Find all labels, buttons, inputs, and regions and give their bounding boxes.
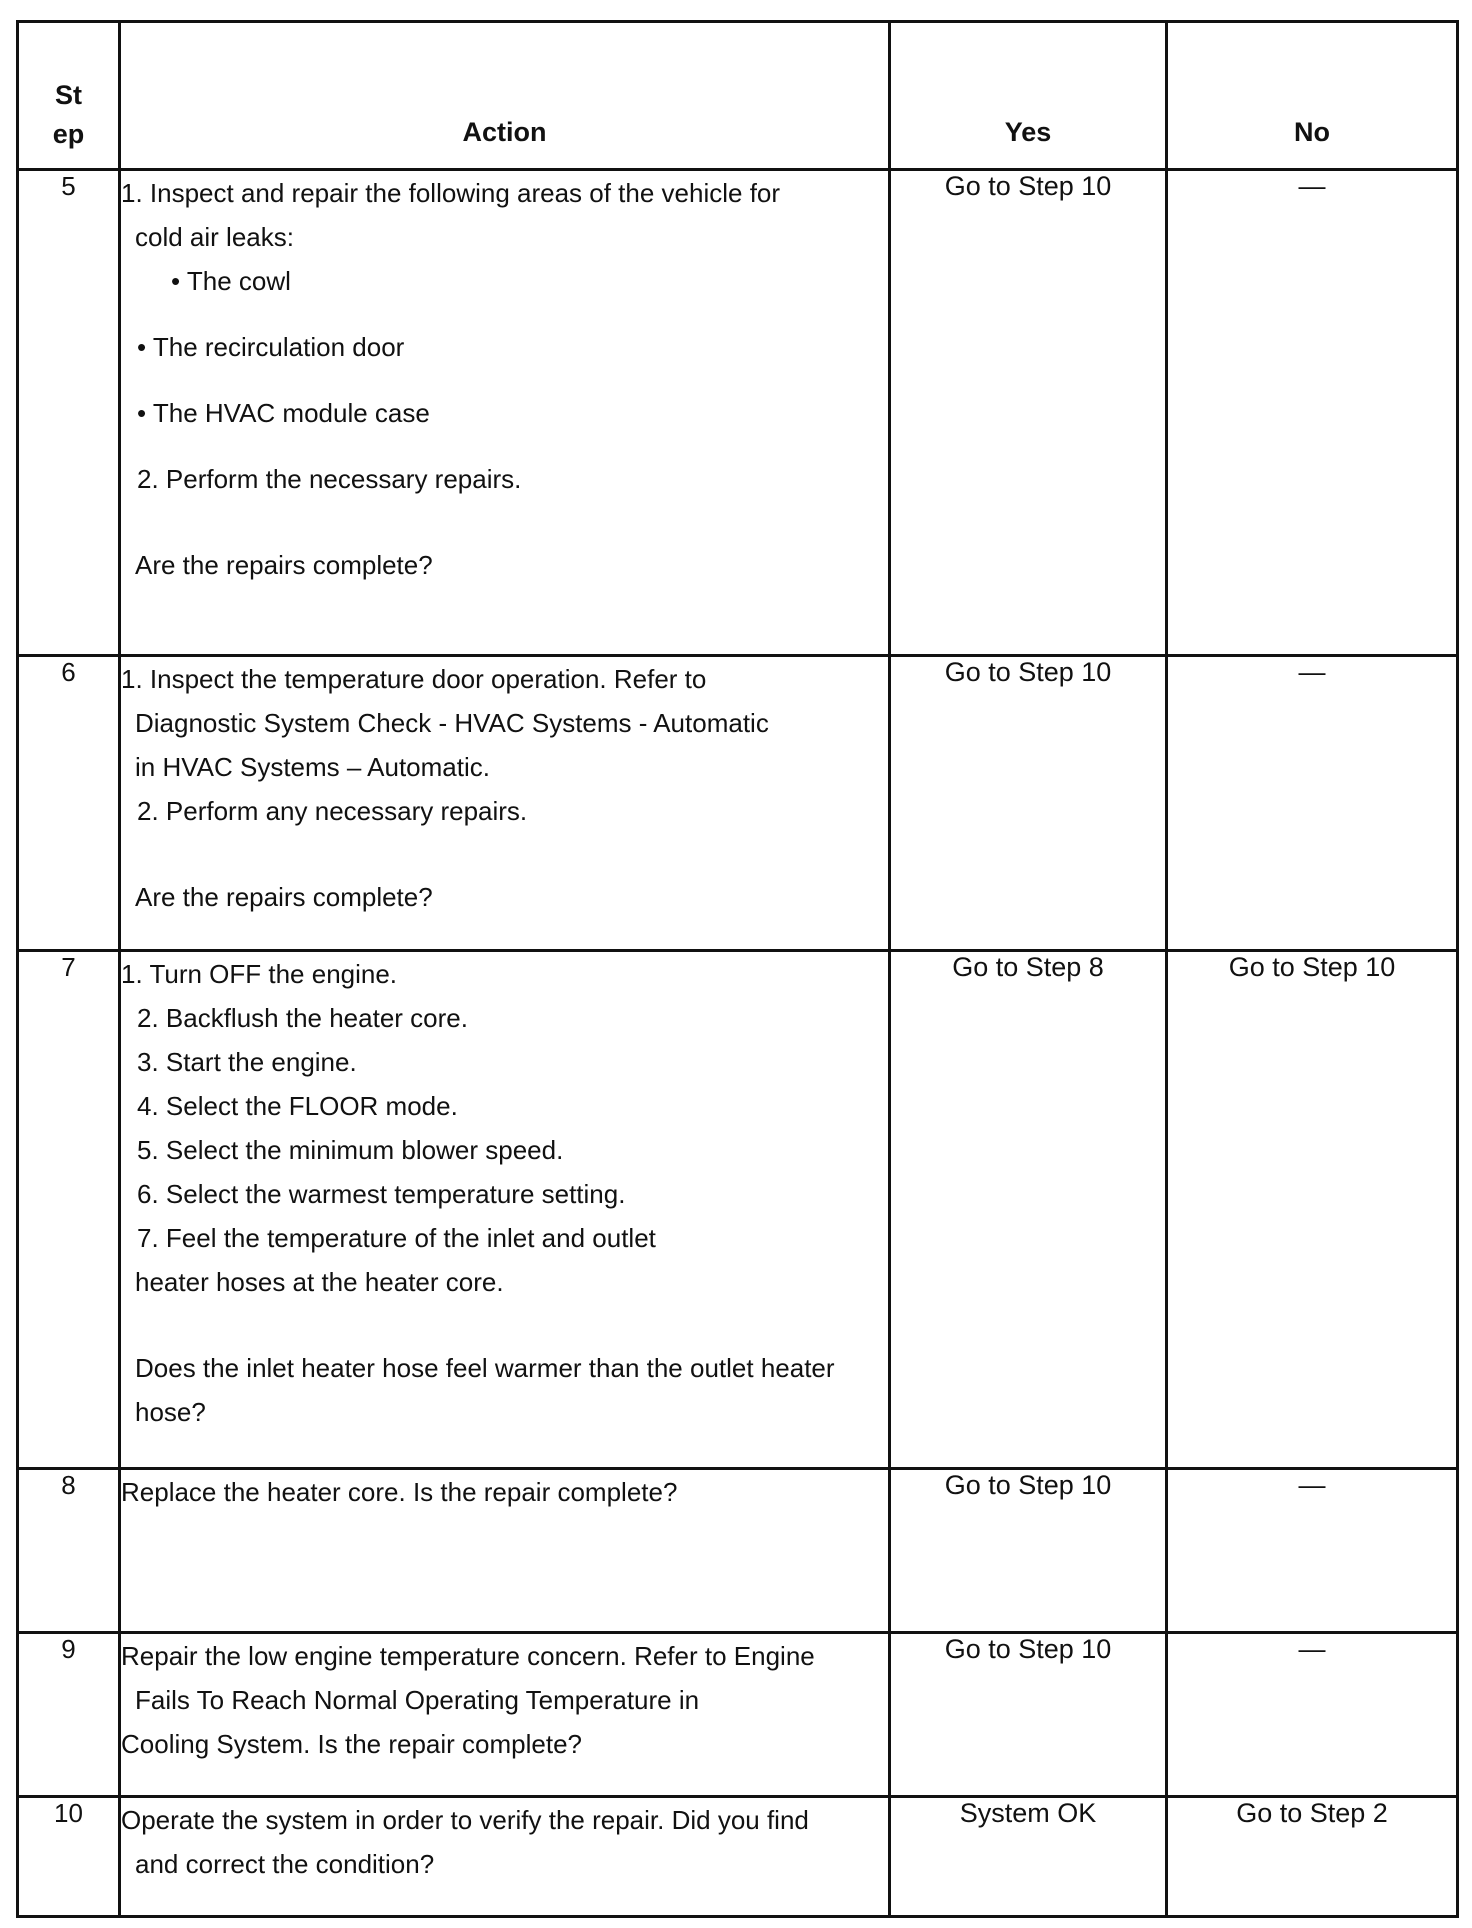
action-line: • The recirculation door xyxy=(137,332,405,362)
action-question: Are the repairs complete? xyxy=(135,550,433,580)
action-header: Action xyxy=(120,22,890,170)
step-header xyxy=(18,22,120,170)
action-line: Fails To Reach Normal Operating Temperature in xyxy=(135,1685,700,1715)
action-line: • The cowl xyxy=(171,266,291,296)
yes-cell: Go to Step 10 xyxy=(890,1633,1167,1797)
table-row-step-7 xyxy=(18,951,1458,1469)
yes-header: Yes xyxy=(890,22,1167,170)
table-row-step-8 xyxy=(18,1469,1458,1633)
action-line: 2. Perform the necessary repairs. xyxy=(137,464,522,494)
step-number: 5 xyxy=(18,170,120,656)
step-number: 6 xyxy=(18,656,120,951)
action-line: 6. Select the warmest temperature setting. xyxy=(137,1179,626,1209)
action-line: Diagnostic System Check - HVAC Systems - Automatic xyxy=(135,708,769,738)
action-line: 2. Backflush the heater core. xyxy=(137,1003,468,1033)
step-header-line2: ep xyxy=(52,119,85,149)
action-line: 1. Inspect and repair the following areas of the vehicle for xyxy=(121,178,781,208)
action-cell xyxy=(120,656,890,951)
step-number: 10 xyxy=(18,1797,120,1917)
yes-cell: Go to Step 10 xyxy=(890,170,1167,656)
no-cell: Go to Step 10 xyxy=(1167,951,1458,1469)
action-line: 7. Feel the temperature of the inlet and outlet xyxy=(137,1223,656,1253)
header-row xyxy=(18,22,1458,170)
action-line: 5. Select the minimum blower speed. xyxy=(137,1135,564,1165)
step-number: 7 xyxy=(18,951,120,1469)
action-line: • The HVAC module case xyxy=(137,398,430,428)
action-line: Replace the heater core. Is the repair complete? xyxy=(121,1477,678,1507)
table-row-step-9 xyxy=(18,1633,1458,1797)
no-cell: — xyxy=(1167,1633,1458,1797)
action-line: cold air leaks: xyxy=(135,222,294,252)
yes-cell: Go to Step 10 xyxy=(890,1469,1167,1633)
yes-cell: Go to Step 8 xyxy=(890,951,1167,1469)
no-header: No xyxy=(1167,22,1458,170)
table-row-step-6 xyxy=(18,656,1458,951)
action-question: Does the inlet heater hose feel warmer than the outlet heater xyxy=(135,1353,835,1383)
action-line: 1. Inspect the temperature door operation. Refer to xyxy=(121,664,707,694)
action-question-cont: hose? xyxy=(135,1397,206,1427)
table-row-step-10 xyxy=(18,1797,1458,1917)
action-cell xyxy=(120,1797,890,1917)
step-header-line1: St xyxy=(55,80,82,110)
action-cell xyxy=(120,1469,890,1633)
yes-cell: System OK xyxy=(890,1797,1167,1917)
step-number: 8 xyxy=(18,1469,120,1633)
action-line: Operate the system in order to verify the repair. Did you find xyxy=(121,1805,809,1835)
no-cell: Go to Step 2 xyxy=(1167,1797,1458,1917)
no-cell: — xyxy=(1167,1469,1458,1633)
table-row-step-5 xyxy=(18,170,1458,656)
action-line: 1. Turn OFF the engine. xyxy=(121,959,398,989)
action-cell xyxy=(120,1633,890,1797)
action-question: Are the repairs complete? xyxy=(135,882,433,912)
step-number: 9 xyxy=(18,1633,120,1797)
action-line: in HVAC Systems – Automatic. xyxy=(135,752,490,782)
diagnostic-table xyxy=(16,20,1459,1918)
action-line: Cooling System. Is the repair complete? xyxy=(121,1729,582,1759)
yes-cell: Go to Step 10 xyxy=(890,656,1167,951)
action-line: Repair the low engine temperature concern. Refer to Engine xyxy=(121,1641,815,1671)
action-line: 2. Perform any necessary repairs. xyxy=(137,796,528,826)
action-line: 4. Select the FLOOR mode. xyxy=(137,1091,458,1121)
action-line: heater hoses at the heater core. xyxy=(135,1267,504,1297)
action-cell xyxy=(120,951,890,1469)
no-cell: — xyxy=(1167,656,1458,951)
action-cell xyxy=(120,170,890,656)
action-line: and correct the condition? xyxy=(135,1849,435,1879)
no-cell: — xyxy=(1167,170,1458,656)
action-line: 3. Start the engine. xyxy=(137,1047,357,1077)
